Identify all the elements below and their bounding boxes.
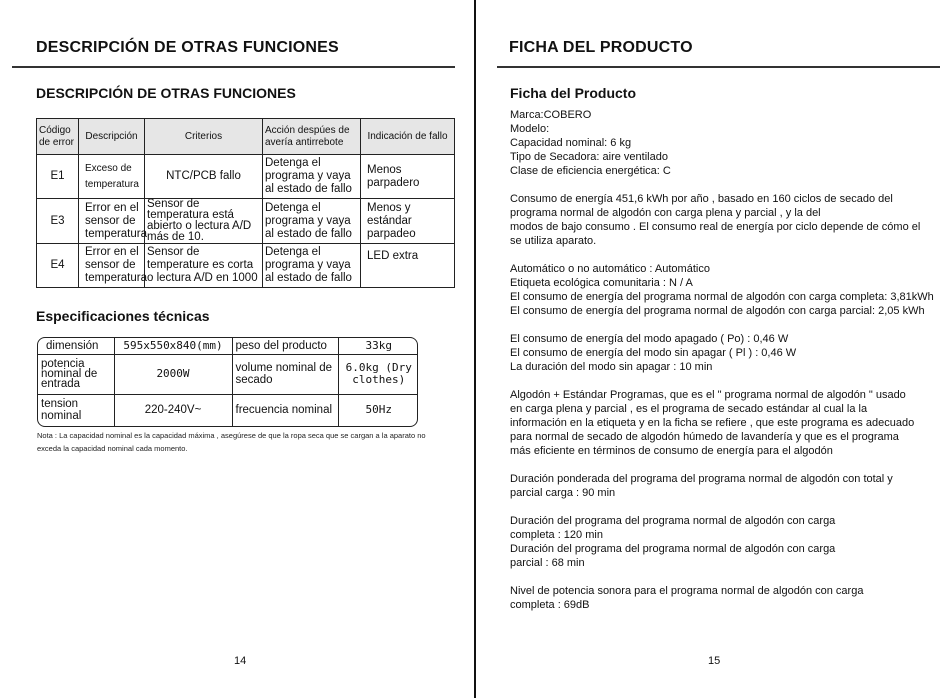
header-cell: Acción despúes de avería antirrebote bbox=[263, 119, 361, 155]
table-row bbox=[37, 199, 455, 244]
spec-label: peso del producto bbox=[232, 338, 338, 354]
spec-value: 6.0kg (Dry clothes) bbox=[338, 354, 418, 394]
product-info-line: La duración del modo sin apagar : 10 min bbox=[510, 361, 713, 373]
page-number: 14 bbox=[234, 655, 247, 667]
table-cell: Exceso de temperatura bbox=[79, 155, 145, 199]
spec-value: 220-240V~ bbox=[114, 394, 232, 426]
page-spine bbox=[474, 0, 476, 698]
spec-label: potencia nominal de entrada bbox=[38, 354, 114, 394]
product-info-line: información en la etiqueta y en la ficha se refiere , que este programa es adecuado bbox=[510, 417, 915, 429]
header-cell: Indicación de fallo bbox=[361, 119, 455, 155]
table-cell: Menos parpadero bbox=[361, 155, 455, 199]
paragraph-gap bbox=[510, 458, 940, 472]
paragraph-gap bbox=[510, 500, 940, 514]
product-info-line: modos de bajo consumo . El consumo real de energía por ciclo depende de cómo el bbox=[510, 221, 921, 233]
product-info-line: completa : 69dB bbox=[510, 599, 590, 611]
error-code: E1 bbox=[37, 155, 79, 199]
product-info-line: El consumo de energía del programa normal de algodón con carga parcial: 2,05 kWh bbox=[510, 305, 925, 317]
header-cell: Código de error bbox=[37, 119, 79, 155]
product-info-line: Consumo de energía 451,6 kWh por año , basado en 160 ciclos de secado del bbox=[510, 193, 893, 205]
table-row bbox=[38, 338, 418, 354]
spec-label: volume nominal de secado bbox=[232, 354, 338, 394]
table-cell: NTC/PCB fallo bbox=[145, 155, 263, 199]
table-row bbox=[38, 394, 418, 426]
page-heading: DESCRIPCIÓN DE OTRAS FUNCIONES bbox=[36, 39, 339, 56]
table-cell: Detenga el programa y vaya al estado de fallo bbox=[263, 155, 361, 199]
table-header-row bbox=[37, 119, 455, 155]
heading-divider bbox=[12, 66, 455, 68]
product-info-line: Automático o no automático : Automático bbox=[510, 263, 710, 275]
product-info-line: Clase de eficiencia energética: C bbox=[510, 165, 671, 177]
paragraph-gap bbox=[510, 374, 940, 388]
table-row bbox=[38, 354, 418, 394]
table-cell: Detenga el programa y vaya al estado de fallo bbox=[263, 244, 361, 288]
spec-label: tension nominal bbox=[38, 394, 114, 426]
product-info-line: Modelo: bbox=[510, 123, 550, 135]
product-info-line: Nivel de potencia sonora para el programa normal de algodón con carga bbox=[510, 585, 864, 597]
header-cell: Descripción bbox=[79, 119, 145, 155]
page-heading: FICHA DEL PRODUCTO bbox=[509, 39, 693, 56]
table-cell: Detenga el programa y vaya al estado de fallo bbox=[263, 199, 361, 244]
product-info-line: se utiliza aparato. bbox=[510, 235, 597, 247]
specs-table-frame bbox=[37, 337, 418, 427]
product-info-line: Duración del programa del programa normal de algodón con carga bbox=[510, 543, 836, 555]
paragraph-gap bbox=[510, 318, 940, 332]
product-info-line: en carga plena y parcial , es el programa de secado estándar al cual la la bbox=[510, 403, 868, 415]
spec-label: frecuencia nominal bbox=[232, 394, 338, 426]
product-info-line: completa : 120 min bbox=[510, 529, 603, 541]
error-code-table bbox=[36, 118, 455, 288]
error-code: E3 bbox=[37, 199, 79, 244]
product-sheet-text bbox=[510, 108, 940, 612]
capacity-note: Nota : La capacidad nominal es la capacidad máxima , asegúrese de que la ropa seca que se cargan a la aparato no exceda la capacidad nominal cada momento. bbox=[37, 431, 426, 453]
product-info-line: programa normal de algodón con carga plena y parcial , y la del bbox=[510, 207, 821, 219]
product-info-line: para normal de secado de algodón húmedo de lavandería y que es el programa bbox=[510, 431, 899, 443]
left-page bbox=[0, 0, 474, 698]
table-cell: Menos y estándar parpadeo bbox=[361, 199, 455, 244]
product-info-line: Etiqueta ecológica comunitaria : N / A bbox=[510, 277, 693, 289]
spec-value: 50Hz bbox=[338, 394, 418, 426]
error-code: E4 bbox=[37, 244, 79, 288]
spec-value: 2000W bbox=[114, 354, 232, 394]
product-info-line: Duración ponderada del programa del programa normal de algodón con total y bbox=[510, 473, 893, 485]
page-number: 15 bbox=[708, 655, 721, 667]
product-info-line: más eficiente en términos de consumo de energía para el algodón bbox=[510, 445, 833, 457]
table-cell: Sensor de temperature es corta o lectura A/D en 1000 bbox=[145, 244, 263, 288]
paragraph-gap bbox=[510, 248, 940, 262]
product-info-line: Marca:COBERO bbox=[510, 109, 592, 121]
product-info-line: El consumo de energía del modo sin apagar ( Pl ) : 0,46 W bbox=[510, 347, 797, 359]
section-heading: Ficha del Producto bbox=[510, 85, 637, 101]
spec-value: 33kg bbox=[338, 338, 418, 354]
table-cell: LED extra bbox=[361, 244, 455, 288]
specs-table bbox=[38, 338, 418, 426]
spec-value: 595x550x840(mm) bbox=[114, 338, 232, 354]
heading-divider bbox=[497, 66, 940, 68]
spec-label: dimensión bbox=[38, 338, 114, 354]
table-row bbox=[37, 155, 455, 199]
product-info-line: El consumo de energía del programa normal de algodón con carga completa: 3,81kWh bbox=[510, 291, 934, 303]
product-info-line: Duración del programa del programa normal de algodón con carga bbox=[510, 515, 836, 527]
paragraph-gap bbox=[510, 570, 940, 584]
table-cell: Error en el sensor de temperatura bbox=[79, 199, 145, 244]
table-cell: Sensor de temperatura está abierto o lectura A/D más de 10. bbox=[145, 199, 263, 244]
header-cell: Criterios bbox=[145, 119, 263, 155]
product-info-line: parcial : 68 min bbox=[510, 557, 585, 569]
product-info-line: Tipo de Secadora: aire ventilado bbox=[510, 151, 668, 163]
product-info-line: parcial carga : 90 min bbox=[510, 487, 616, 499]
product-info-line: Algodón + Estándar Programas, que es el " programa normal de algodón " usado bbox=[510, 389, 906, 401]
product-info-line: El consumo de energía del modo apagado ( Po) : 0,46 W bbox=[510, 333, 789, 345]
table-cell: Error en el sensor de temperatura bbox=[79, 244, 145, 288]
specs-heading: Especificaciones técnicas bbox=[36, 308, 210, 324]
table-row bbox=[37, 244, 455, 288]
section-heading: DESCRIPCIÓN DE OTRAS FUNCIONES bbox=[36, 85, 296, 101]
paragraph-gap bbox=[510, 178, 940, 192]
product-info-line: Capacidad nominal: 6 kg bbox=[510, 137, 632, 149]
